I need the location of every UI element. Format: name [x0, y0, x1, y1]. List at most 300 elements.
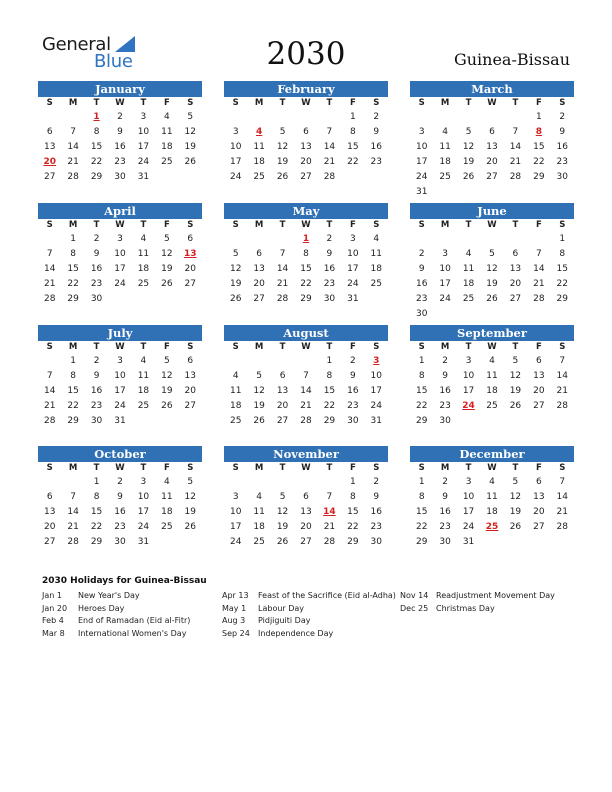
holiday-item [42, 590, 218, 603]
day-cell: 3 [418, 127, 425, 137]
month-header: February [224, 81, 388, 97]
day-cell: 19 [253, 401, 265, 411]
empty-day-cell [527, 232, 550, 247]
day-cell: 23 [90, 401, 103, 411]
day-cell: 14 [509, 142, 522, 152]
day-cell: 22 [67, 401, 79, 411]
empty-day-cell [38, 110, 61, 125]
day-cell: 27 [300, 172, 312, 182]
day-cell: 22 [556, 279, 568, 289]
day-cell: 14 [323, 142, 336, 152]
month-august [224, 325, 388, 429]
day-cell: 24 [370, 401, 382, 411]
day-cell: 4 [373, 234, 380, 244]
day-cell: 16 [370, 142, 382, 152]
day-cell: 23 [439, 522, 451, 532]
day-cell: 2 [93, 234, 100, 244]
weekday-label: S [559, 220, 566, 230]
day-cell: 22 [300, 279, 312, 289]
day-cell: 21 [43, 401, 56, 411]
day-cell: 24 [229, 172, 242, 182]
empty-day-cell [247, 110, 270, 125]
day-cell: 10 [462, 371, 475, 381]
day-cell: 13 [43, 507, 56, 517]
day-cell: 10 [137, 127, 150, 137]
day-cell: 21 [43, 279, 56, 289]
day-cell: 7 [559, 477, 566, 487]
day-cell: 2 [442, 356, 448, 366]
weekday-label: F [163, 220, 170, 230]
weekday-label: F [163, 98, 170, 108]
day-cell: 17 [114, 386, 126, 396]
holiday-date: Jan 20 [42, 603, 68, 613]
day-cell: 13 [300, 507, 312, 517]
day-cell: 2 [418, 249, 425, 259]
weekday-label: F [349, 342, 356, 352]
day-cell: 23 [323, 279, 336, 289]
day-cell: 24 [114, 401, 126, 411]
holiday-item [222, 590, 398, 603]
month-days-grid [224, 219, 388, 307]
holiday-item [222, 603, 398, 616]
day-cell: 3 [232, 492, 239, 502]
day-cell: 5 [512, 356, 519, 366]
day-cell: 23 [347, 401, 359, 411]
weekday-label: T [279, 342, 286, 352]
day-cell: 16 [439, 386, 451, 396]
day-cell: 30 [415, 309, 428, 319]
weekday-label: S [232, 463, 239, 473]
empty-day-cell [247, 354, 270, 369]
weekday-label: S [232, 220, 239, 230]
day-cell: 18 [253, 157, 265, 167]
day-cell: 6 [46, 127, 53, 137]
weekday-label: T [279, 463, 286, 473]
weekday-label: S [46, 98, 53, 108]
day-cell: 12 [161, 249, 173, 259]
empty-day-cell [247, 475, 270, 490]
day-cell: 15 [347, 142, 359, 152]
holiday-name: Heroes Day [78, 603, 125, 613]
day-cell: 9 [373, 492, 380, 502]
day-cell: 26 [184, 522, 196, 532]
day-cell: 11 [253, 507, 265, 517]
day-cell: 24 [229, 537, 242, 547]
empty-day-cell [271, 110, 294, 125]
weekday-label: T [93, 463, 100, 473]
day-cell: 6 [489, 127, 495, 137]
holiday-item [42, 628, 218, 641]
month-november [224, 446, 388, 550]
day-cell: 29 [67, 416, 79, 426]
month-header: June [410, 203, 574, 219]
month-days-grid [410, 341, 574, 429]
day-cell: 8 [418, 492, 425, 502]
day-cell: 17 [114, 264, 126, 274]
weekday-label: F [349, 98, 356, 108]
day-cell: 18 [462, 279, 475, 289]
day-cell: 27 [253, 294, 265, 304]
day-cell: 3 [465, 477, 472, 487]
weekday-label: T [140, 98, 147, 108]
day-cell: 2 [93, 356, 100, 366]
month-days-grid [410, 97, 574, 200]
day-cell: 15 [556, 264, 568, 274]
day-cell: 6 [279, 371, 286, 381]
day-cell: 8 [418, 371, 425, 381]
day-cell: 31 [370, 416, 382, 426]
day-cell: 29 [90, 172, 103, 182]
empty-day-cell [433, 232, 456, 247]
day-cell: 16 [90, 386, 103, 396]
holiday-name: Pidjiguiti Day [258, 616, 311, 625]
empty-day-cell [271, 232, 294, 247]
day-cell: 14 [43, 386, 56, 396]
empty-day-cell [410, 232, 433, 247]
day-cell: 10 [462, 492, 475, 502]
day-cell: 4 [489, 477, 495, 487]
month-header: November [224, 446, 388, 462]
day-cell: 20 [184, 386, 196, 396]
day-cell: 18 [161, 142, 173, 152]
country-name: Guinea-Bissau [453, 50, 570, 69]
day-cell: 11 [370, 249, 382, 259]
day-cell: 23 [90, 279, 103, 289]
day-cell: 5 [279, 127, 286, 137]
day-cell: 13 [43, 142, 56, 152]
holiday-name: Independence Day [258, 628, 334, 638]
day-cell: 6 [512, 249, 519, 259]
empty-day-cell [271, 475, 294, 490]
day-cell: 31 [137, 172, 150, 182]
weekday-label: W [115, 98, 125, 108]
day-cell: 8 [93, 127, 100, 137]
day-cell: 30 [347, 416, 359, 426]
day-cell: 26 [462, 172, 475, 182]
day-cell: 19 [509, 507, 522, 517]
day-cell: 12 [184, 127, 196, 137]
day-cell: 16 [114, 507, 126, 517]
holiday-date: May 1 [222, 603, 247, 613]
day-cell: 18 [229, 401, 242, 411]
day-cell: 15 [67, 386, 79, 396]
day-cell: 6 [187, 356, 194, 366]
holiday-item [222, 615, 398, 628]
day-cell: 4 [140, 234, 147, 244]
day-cell: 25 [253, 172, 265, 182]
weekday-label: T [93, 98, 100, 108]
day-cell: 16 [90, 264, 103, 274]
day-cell: 7 [326, 127, 333, 137]
day-cell: 1 [559, 234, 566, 244]
weekday-label: T [140, 342, 147, 352]
day-cell: 8 [70, 371, 76, 381]
holiday-day-cell: 3 [373, 356, 380, 366]
day-cell: 17 [370, 386, 382, 396]
month-header: January [38, 81, 202, 97]
day-cell: 22 [90, 157, 103, 167]
day-cell: 1 [70, 234, 76, 244]
day-cell: 27 [509, 294, 522, 304]
logo-blue-text: Blue [94, 51, 133, 72]
day-cell: 8 [349, 492, 356, 502]
day-cell: 2 [117, 477, 123, 487]
weekday-label: M [68, 98, 78, 108]
empty-day-cell [294, 110, 317, 125]
month-december [410, 446, 574, 550]
weekday-label: M [68, 220, 78, 230]
weekday-label: S [559, 342, 566, 352]
day-cell: 23 [370, 522, 382, 532]
weekday-label: F [349, 463, 356, 473]
empty-day-cell [480, 232, 503, 247]
day-cell: 23 [415, 294, 428, 304]
month-february [224, 81, 388, 185]
day-cell: 24 [347, 279, 359, 289]
day-cell: 26 [253, 416, 265, 426]
day-cell: 17 [439, 279, 451, 289]
day-cell: 5 [279, 492, 286, 502]
day-cell: 25 [137, 279, 150, 289]
day-cell: 10 [347, 249, 359, 259]
empty-day-cell [504, 110, 527, 125]
day-cell: 13 [184, 371, 196, 381]
day-cell: 2 [117, 112, 123, 122]
month-june [410, 203, 574, 322]
weekday-label: M [254, 463, 264, 473]
day-cell: 30 [439, 537, 451, 547]
weekday-label: T [512, 220, 519, 230]
month-july [38, 325, 202, 429]
day-cell: 2 [349, 356, 356, 366]
empty-day-cell [294, 475, 317, 490]
day-cell: 17 [229, 522, 242, 532]
day-cell: 27 [184, 401, 196, 411]
day-cell: 13 [509, 264, 522, 274]
holiday-date: Dec 25 [400, 603, 429, 613]
holiday-name: Labour Day [258, 603, 305, 613]
logo [42, 34, 142, 74]
day-cell: 26 [161, 279, 173, 289]
weekday-label: M [440, 463, 450, 473]
weekday-label: S [46, 342, 53, 352]
weekday-label: S [418, 220, 425, 230]
empty-day-cell [224, 354, 247, 369]
holiday-day-cell: 24 [462, 401, 475, 411]
day-cell: 23 [114, 522, 126, 532]
weekday-label: F [535, 342, 542, 352]
day-cell: 15 [533, 142, 545, 152]
day-cell: 1 [418, 356, 425, 366]
day-cell: 9 [326, 249, 333, 259]
empty-day-cell [247, 232, 270, 247]
day-cell: 7 [303, 371, 309, 381]
day-cell: 5 [512, 477, 519, 487]
month-days-grid [38, 341, 202, 429]
weekday-label: T [140, 220, 147, 230]
day-cell: 26 [184, 157, 196, 167]
day-cell: 3 [465, 356, 472, 366]
day-cell: 6 [303, 492, 309, 502]
day-cell: 3 [140, 477, 147, 487]
day-cell: 13 [486, 142, 498, 152]
holiday-name: International Women's Day [78, 628, 187, 638]
day-cell: 5 [163, 356, 170, 366]
day-cell: 11 [486, 371, 498, 381]
day-cell: 3 [117, 356, 123, 366]
day-cell: 26 [276, 172, 289, 182]
month-days-grid [410, 462, 574, 550]
day-cell: 5 [465, 127, 472, 137]
empty-day-cell [410, 110, 433, 125]
day-cell: 11 [137, 371, 150, 381]
day-cell: 17 [229, 157, 242, 167]
day-cell: 15 [90, 507, 103, 517]
day-cell: 10 [229, 507, 242, 517]
day-cell: 9 [373, 127, 380, 137]
day-cell: 24 [462, 522, 475, 532]
holiday-item [42, 603, 218, 616]
day-cell: 7 [326, 492, 333, 502]
day-cell: 17 [415, 157, 428, 167]
weekday-label: M [68, 342, 78, 352]
day-cell: 14 [300, 386, 312, 396]
day-cell: 4 [163, 477, 170, 487]
day-cell: 22 [533, 157, 545, 167]
weekday-label: M [68, 463, 78, 473]
weekday-label: M [254, 220, 264, 230]
day-cell: 22 [347, 157, 359, 167]
day-cell: 5 [256, 371, 262, 381]
day-cell: 21 [67, 157, 79, 167]
day-cell: 28 [323, 537, 336, 547]
holiday-day-cell: 1 [302, 234, 310, 244]
day-cell: 8 [303, 249, 309, 259]
holiday-name: Feast of the Sacrifice (Eid al-Adha) [258, 591, 396, 600]
weekday-label: S [187, 98, 194, 108]
day-cell: 28 [67, 537, 79, 547]
day-cell: 31 [137, 537, 150, 547]
holiday-day-cell: 13 [184, 249, 197, 259]
day-cell: 21 [556, 507, 568, 517]
day-cell: 2 [442, 477, 448, 487]
day-cell: 25 [486, 401, 498, 411]
month-september [410, 325, 574, 429]
day-cell: 16 [323, 264, 336, 274]
holiday-day-cell: 20 [43, 157, 56, 167]
day-cell: 6 [46, 492, 53, 502]
day-cell: 14 [67, 507, 79, 517]
day-cell: 15 [323, 386, 336, 396]
day-cell: 30 [323, 294, 336, 304]
day-cell: 25 [161, 157, 173, 167]
day-cell: 27 [300, 537, 312, 547]
day-cell: 18 [439, 157, 451, 167]
day-cell: 12 [509, 371, 522, 381]
holiday-name: Christmas Day [436, 603, 495, 613]
day-cell: 7 [512, 127, 519, 137]
month-header: July [38, 325, 202, 341]
day-cell: 8 [349, 127, 356, 137]
day-cell: 27 [533, 522, 545, 532]
month-days-grid [38, 462, 202, 550]
day-cell: 20 [486, 157, 498, 167]
day-cell: 18 [137, 386, 150, 396]
day-cell: 6 [535, 356, 542, 366]
day-cell: 15 [415, 386, 428, 396]
day-cell: 17 [462, 386, 475, 396]
day-cell: 25 [370, 279, 382, 289]
day-cell: 5 [187, 112, 194, 122]
day-cell: 20 [533, 507, 545, 517]
day-cell: 16 [415, 279, 428, 289]
weekday-label: W [115, 463, 125, 473]
day-cell: 15 [90, 142, 103, 152]
empty-day-cell [457, 110, 480, 125]
weekday-label: W [301, 220, 311, 230]
holiday-date: Jan 1 [42, 591, 62, 600]
day-cell: 25 [229, 416, 242, 426]
day-cell: 9 [349, 371, 356, 381]
day-cell: 21 [509, 157, 522, 167]
weekday-label: S [559, 463, 566, 473]
day-cell: 22 [347, 522, 359, 532]
day-cell: 22 [415, 401, 428, 411]
day-cell: 17 [347, 264, 359, 274]
day-cell: 14 [43, 264, 56, 274]
weekday-label: M [254, 98, 264, 108]
holiday-column [400, 590, 576, 615]
day-cell: 4 [442, 127, 448, 137]
day-cell: 22 [323, 401, 336, 411]
day-cell: 12 [509, 492, 522, 502]
holiday-item [42, 615, 218, 628]
day-cell: 12 [486, 264, 498, 274]
holiday-name: Readjustment Movement Day [436, 591, 555, 600]
day-cell: 8 [93, 492, 100, 502]
day-cell: 31 [114, 416, 126, 426]
day-cell: 17 [462, 507, 475, 517]
day-cell: 20 [184, 264, 196, 274]
holiday-date: Mar 8 [42, 628, 65, 638]
month-january [38, 81, 202, 185]
weekday-label: T [326, 220, 333, 230]
weekday-label: S [418, 342, 425, 352]
empty-day-cell [480, 110, 503, 125]
weekday-label: T [465, 220, 472, 230]
day-cell: 28 [323, 172, 336, 182]
day-cell: 10 [415, 142, 428, 152]
day-cell: 13 [533, 492, 545, 502]
day-cell: 20 [300, 157, 312, 167]
day-cell: 6 [535, 477, 542, 487]
day-cell: 20 [300, 522, 312, 532]
day-cell: 7 [535, 249, 542, 259]
weekday-label: T [93, 220, 100, 230]
day-cell: 12 [276, 142, 289, 152]
day-cell: 27 [184, 279, 196, 289]
month-days-grid [224, 341, 388, 429]
day-cell: 10 [229, 142, 242, 152]
day-cell: 10 [114, 371, 126, 381]
day-cell: 14 [276, 264, 289, 274]
day-cell: 28 [509, 172, 522, 182]
weekday-label: S [373, 220, 380, 230]
day-cell: 4 [163, 112, 170, 122]
day-cell: 31 [347, 294, 359, 304]
day-cell: 10 [439, 264, 451, 274]
weekday-label: S [373, 463, 380, 473]
